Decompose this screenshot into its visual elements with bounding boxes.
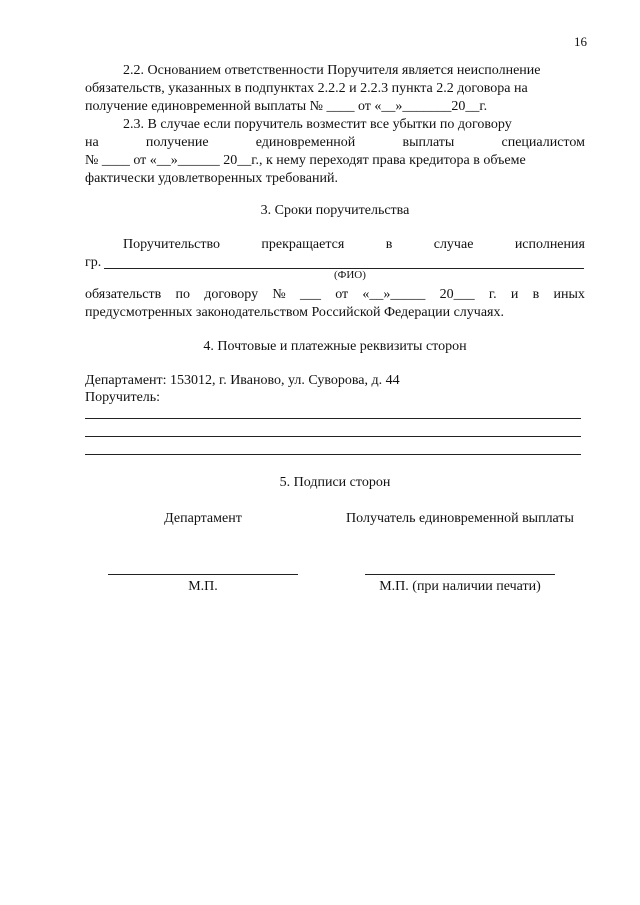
word: выплаты [402, 135, 455, 150]
section-4-heading: 4. Почтовые и платежные реквизиты сторон [203, 339, 467, 354]
clause-2-2-line-1 [85, 62, 585, 80]
word: получение [145, 135, 209, 150]
word: договору [204, 287, 259, 302]
word: в [532, 287, 540, 302]
clause-2-2-line-3: получение единовременной выплаты № ____ от «__»_______20__г. [85, 99, 488, 114]
section-3-line-4: предусмотренных законодательством Российской Федерации случаях. [85, 305, 504, 320]
word: обязательств [85, 287, 162, 302]
word: 20___ [439, 287, 475, 302]
department-address: Департамент: 153012, г. Иваново, ул. Суворова, д. 44 [85, 373, 400, 388]
word: специалистом [501, 135, 585, 150]
recipient-party-label: Получатель единовременной выплаты [346, 511, 574, 526]
clause-2-2-text-1: 2.2. Основанием ответственности Поручителя является неисполнение [123, 63, 541, 78]
word: прекращается [261, 237, 345, 252]
word: и [510, 287, 519, 302]
clause-2-3-text-1: 2.3. В случае если поручитель возместит все убытки по договору [123, 117, 512, 132]
section-5-heading: 5. Подписи сторон [279, 475, 391, 490]
clause-2-2-line-2: обязательств, указанных в подпунктах 2.2.2 и 2.2.3 пункта 2.2 договора на [85, 81, 528, 96]
word: иных [553, 287, 585, 302]
recipient-signature-line [365, 574, 555, 575]
page-number: 16 [574, 34, 587, 49]
department-signature-line [108, 574, 298, 575]
section-3-heading: 3. Сроки поручительства [260, 203, 410, 218]
clause-2-3-line-2 [85, 134, 585, 152]
word: № [272, 287, 286, 302]
word: ___ [299, 287, 321, 302]
guarantor-details-line-3 [85, 454, 581, 455]
section-3-line-1 [85, 236, 585, 254]
clause-2-3-line-3: № ____ от «__»______ 20__г., к нему переходят права кредитора в объеме [85, 153, 526, 168]
word: исполнения [514, 237, 585, 252]
section-3-line-3 [85, 286, 585, 304]
word: «__»_____ [362, 287, 426, 302]
word: от [335, 287, 349, 302]
recipient-stamp-label: М.П. (при наличии печати) [379, 579, 541, 594]
word: в [385, 237, 393, 252]
clause-2-3-line-1 [85, 116, 585, 134]
word: Поручительство [123, 237, 221, 252]
clause-2-3-line-4: фактически удовлетворенных требований. [85, 171, 338, 186]
guarantor-label: Поручитель: [85, 390, 161, 405]
word: единовременной [255, 135, 356, 150]
citizen-prefix: гр. [85, 255, 102, 270]
word: г. [488, 287, 497, 302]
guarantor-details-line-1 [85, 418, 581, 419]
guarantor-details-line-2 [85, 436, 581, 437]
word: случае [433, 237, 474, 252]
department-stamp-label: М.П. [188, 579, 218, 594]
word: по [175, 287, 190, 302]
fio-caption: (ФИО) [334, 269, 366, 281]
word: на [85, 135, 99, 150]
department-party-label: Департамент [164, 511, 242, 526]
